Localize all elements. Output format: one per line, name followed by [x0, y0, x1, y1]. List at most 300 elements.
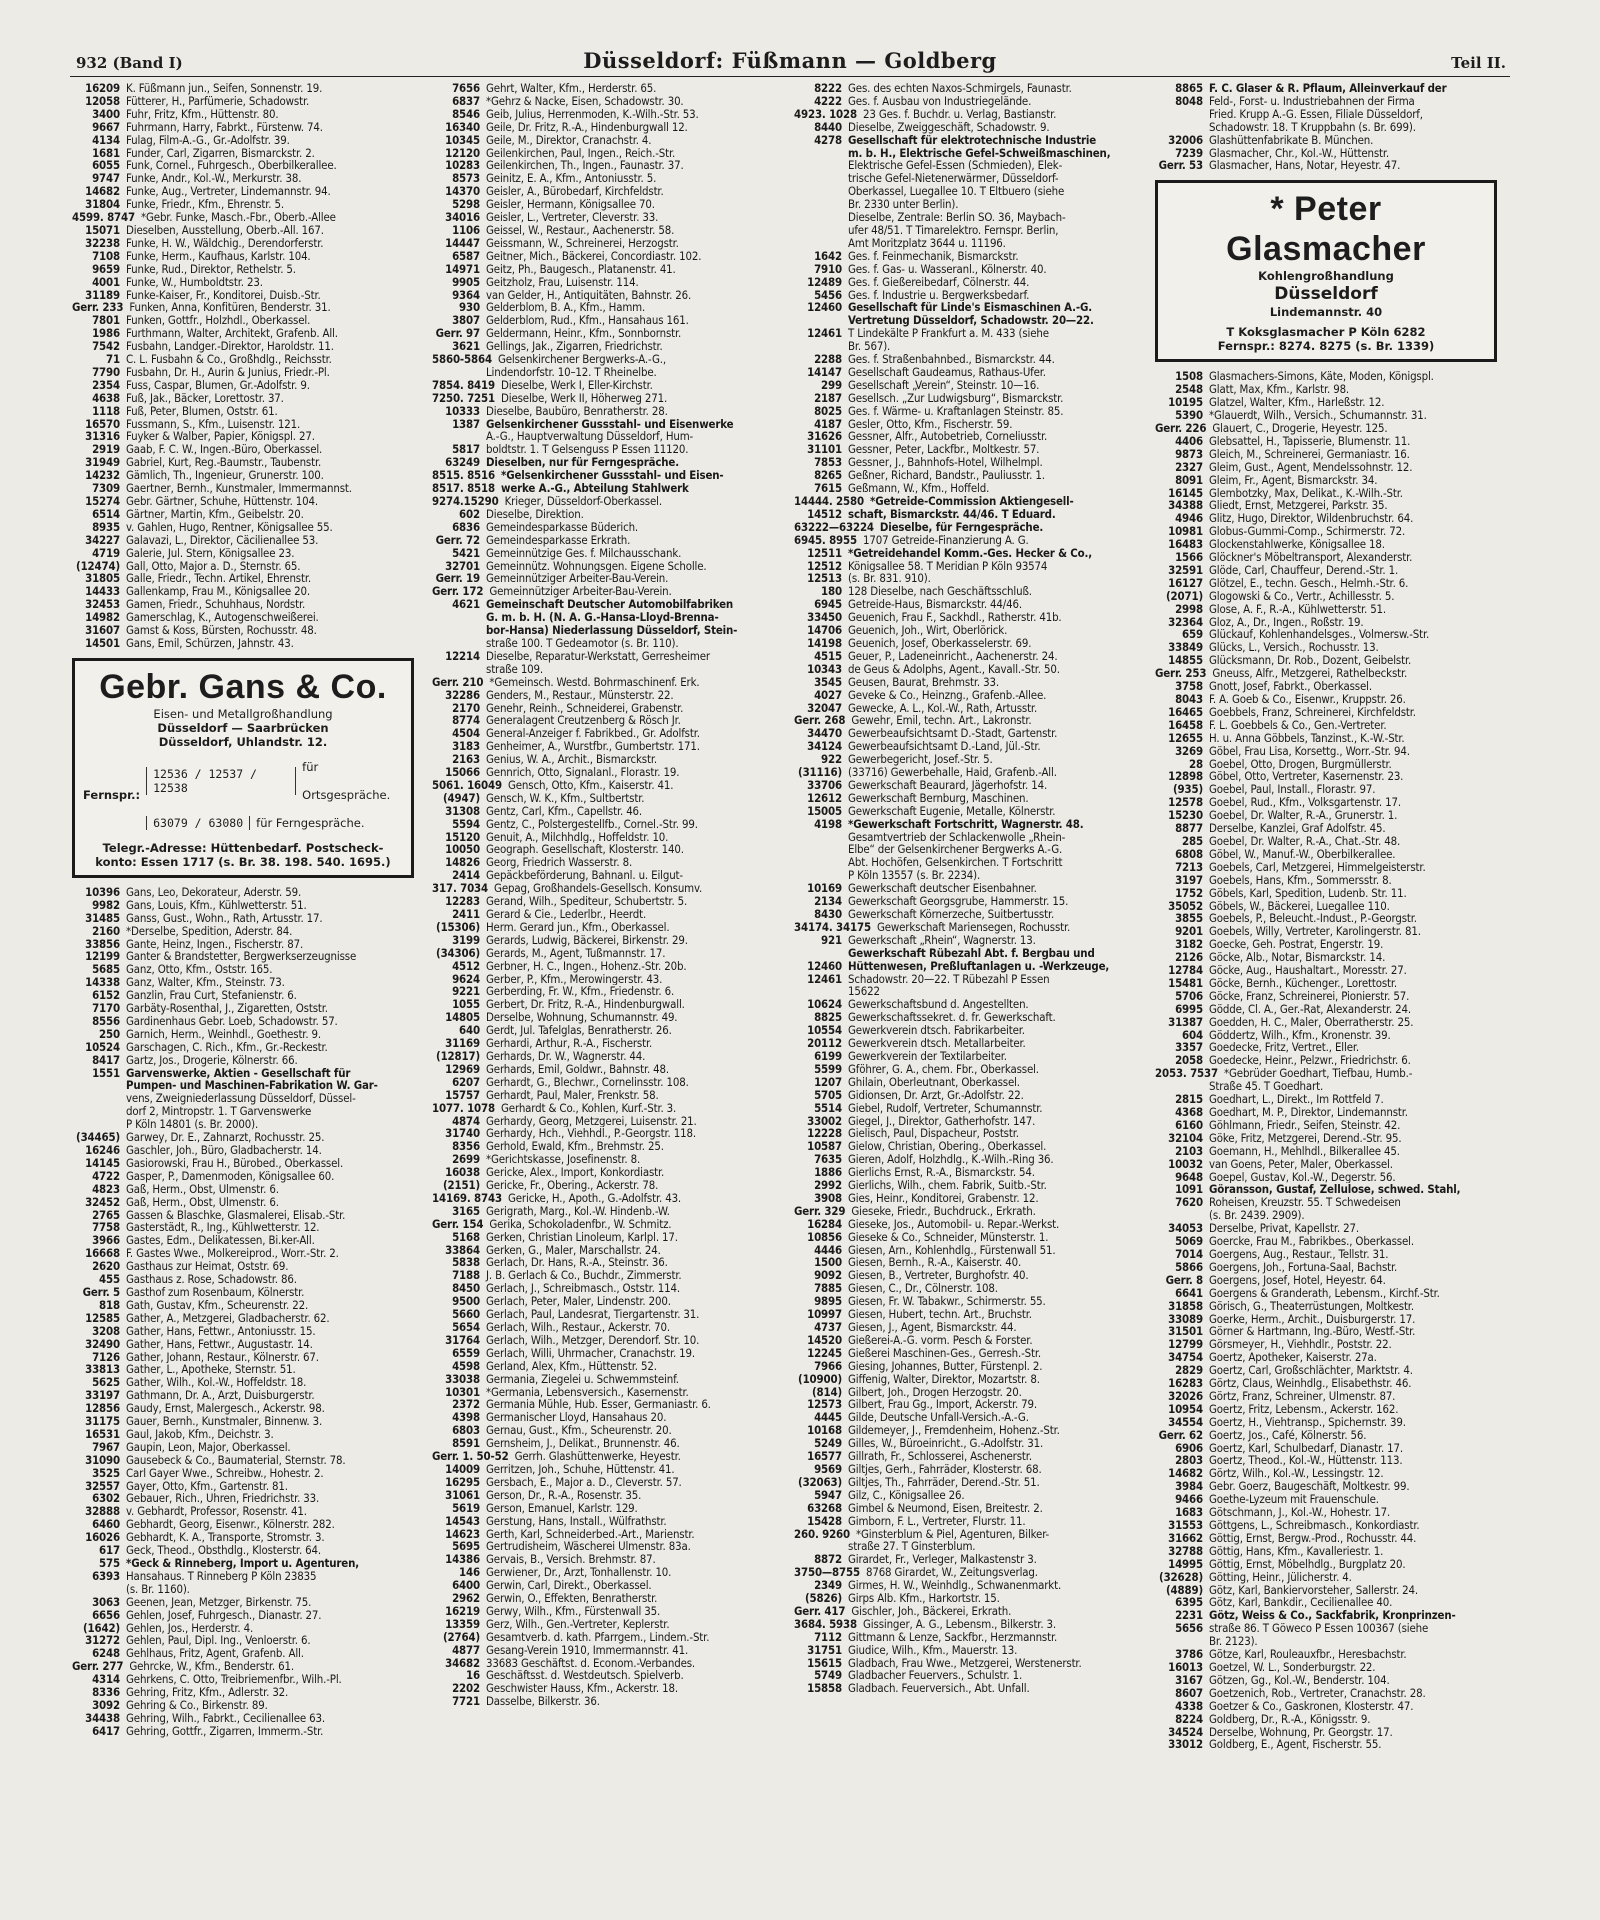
- entry-text: Geveke & Co., Heinzng., Grafenb.-Allee.: [848, 688, 1047, 702]
- directory-entry: [794, 895, 1146, 908]
- directory-entry: [794, 418, 1146, 431]
- phone-number: 14520: [807, 1333, 842, 1347]
- directory-entry: [794, 82, 1146, 95]
- ad-phones: [83, 753, 403, 837]
- directory-entry: [72, 482, 424, 495]
- directory-entry: [72, 159, 424, 172]
- phone-number: 33089: [1168, 1312, 1203, 1326]
- entry-text: Gerhards, Emil, Goldwr., Bahnstr. 48.: [486, 1062, 669, 1076]
- entry-text: Gilles, W., Büroeinricht., G.-Adolfstr. 31.: [848, 1437, 1044, 1451]
- phone-number: (15306): [436, 920, 480, 934]
- entry-text: Goebel, Dr. Walter, R.-A., Chat.-Str. 48.: [1209, 834, 1401, 848]
- entry-text: Gerstung, Hans, Install., Wülfrathstr.: [486, 1514, 667, 1528]
- phone-number: 33706: [807, 778, 842, 792]
- entry-text: Gloz, A., Dr., Ingen., Roßstr. 19.: [1209, 615, 1364, 629]
- directory-entry: [1155, 1171, 1507, 1184]
- phone-number: 2699: [452, 1153, 480, 1167]
- phone-number: 10981: [1168, 525, 1203, 539]
- phone-number: 5660: [452, 1308, 480, 1321]
- directory-entry: [432, 1592, 784, 1605]
- directory-entry: [1155, 1416, 1507, 1429]
- entry-text: Gastes, Edm., Delikatessen, Bi.ker-All.: [126, 1234, 315, 1248]
- entry-text: Göttgens, L., Schreibmasch., Konkordiastr.: [1209, 1519, 1420, 1532]
- directory-entry: [1155, 874, 1507, 887]
- directory-entry: [1155, 822, 1507, 835]
- directory-entry: [432, 753, 784, 766]
- phone-number: Gerr. 233: [72, 301, 124, 315]
- phone-number: 63249: [445, 456, 480, 470]
- entry-text: Geissel, W., Restaur., Aachenerstr. 58.: [486, 223, 675, 237]
- phone-number: 10343: [807, 662, 842, 676]
- phone-number: 34554: [1168, 1415, 1203, 1429]
- directory-entry: [794, 779, 1146, 792]
- directory-entry: [1155, 1041, 1507, 1054]
- directory-entry: [432, 1024, 784, 1037]
- entry-text: Ges. f. Wärme- u. Kraftanlagen Steinstr. 85.: [848, 404, 1064, 418]
- phone-number: 7620: [1175, 1196, 1203, 1210]
- phone-number: 10954: [1168, 1402, 1203, 1416]
- entry-text: Derselbe, Wohnung, Schumannstr. 49.: [486, 1011, 678, 1025]
- phone-number: 34754: [1168, 1351, 1203, 1365]
- phone-number: (34465): [76, 1131, 120, 1144]
- phone-number: 12898: [1168, 770, 1203, 784]
- entry-text: Göcke, Bernh., Küchenger., Lorettostr.: [1209, 976, 1398, 990]
- directory-entry: [1155, 1029, 1507, 1042]
- entry-text: Geilenkirchen, Paul, Ingen., Reich.-Str.: [486, 146, 676, 160]
- entry-text: Gladbach. Feuerversich., Abt. Unfall.: [848, 1682, 1030, 1696]
- directory-entry: [72, 1105, 424, 1118]
- entry-text: Funke, H. W., Wäldchig., Derendorferstr.: [126, 236, 324, 250]
- entry-text: Göttig, Ernst, Bergw.-Prod., Rochusstr. 44.: [1209, 1531, 1417, 1545]
- phone-number: 12513: [807, 572, 842, 586]
- directory-entry: [794, 1618, 1146, 1631]
- phone-number: 9221: [452, 985, 480, 999]
- phone-number: 180: [821, 585, 842, 599]
- entry-text: Goertz, Apotheker, Kaiserstr. 27a.: [1209, 1351, 1377, 1365]
- directory-entry: [1155, 159, 1507, 172]
- directory-entry: [432, 585, 784, 598]
- directory-entry: [72, 95, 424, 108]
- phone-number: 4722: [92, 1169, 120, 1183]
- directory-entry: [1155, 1054, 1507, 1067]
- phone-number: 32591: [1168, 563, 1203, 577]
- directory-entry: [794, 831, 1146, 844]
- directory-entry: [794, 405, 1146, 418]
- directory-entry: [794, 714, 1146, 727]
- phone-number: 3525: [92, 1466, 120, 1480]
- phone-number: 16127: [1168, 576, 1203, 590]
- phone-number: 2829: [1175, 1364, 1203, 1378]
- entry-text: Germania Mühle, Hub. Esser, Germaniastr. 6.: [486, 1398, 711, 1412]
- directory-entry: [794, 237, 1146, 250]
- entry-text: Goebels, Hans, Kfm., Sommersstr. 8.: [1209, 873, 1392, 887]
- directory-entry: [72, 1376, 424, 1389]
- phone-number: (5826): [805, 1592, 842, 1605]
- entry-text: Garschagen, C. Rich., Kfm., Gr.-Reckestr.: [126, 1040, 328, 1054]
- directory-entry: [794, 95, 1146, 108]
- directory-entry: [432, 443, 784, 456]
- entry-text: *Gebr. Funke, Masch.-Fbr., Oberb.-Allee: [141, 211, 336, 224]
- phone-number: 32557: [85, 1479, 120, 1493]
- phone-number: 2231: [1175, 1609, 1203, 1623]
- entry-text: Gemeinnütz. Wohnungsgen. Eigene Scholle.: [486, 559, 707, 573]
- phone-number: 14444. 2580: [794, 495, 864, 508]
- entry-text: straße 109.: [486, 662, 544, 676]
- entry-text: Geissmann, W., Schreinerei, Herzogstr.: [486, 236, 679, 250]
- entry-text: Gemeinnützige Ges. f. Milchausschank.: [486, 546, 682, 560]
- directory-entry: [1155, 1571, 1507, 1584]
- phone-number: 6837: [452, 94, 480, 108]
- phone-number: (12817): [436, 1049, 480, 1063]
- directory-entry: [432, 1205, 784, 1218]
- directory-entry: [1155, 512, 1507, 525]
- directory-entry: [1155, 1351, 1507, 1364]
- entry-text: H. u. Anna Göbbels, Tanzinst., K.-W.-Str.: [1209, 731, 1405, 745]
- phone-number: 34016: [445, 211, 480, 224]
- entry-text: *Glauerdt, Wilh., Versich., Schumannstr. 31.: [1209, 409, 1427, 422]
- directory-entry: [1155, 1442, 1507, 1455]
- directory-entry: [72, 1596, 424, 1609]
- directory-entry: [1155, 796, 1507, 809]
- phone-number: 7758: [92, 1221, 120, 1235]
- entry-text: *Getreidehandel Komm.-Ges. Hecker & Co.,: [848, 546, 1093, 560]
- phone-number: 16246: [85, 1144, 120, 1157]
- directory-entry: [432, 301, 784, 314]
- entry-text: Gierlichs, Wilh., chem. Fabrik, Suitb.-Str.: [848, 1179, 1047, 1192]
- phone-number: 2803: [1175, 1454, 1203, 1468]
- phone-number: 1551: [92, 1066, 120, 1080]
- running-title: Düsseldorf: Füßmann — Goldberg: [583, 48, 997, 73]
- phone-number: 7853: [814, 456, 842, 470]
- phone-number: 8515. 8516: [432, 469, 496, 483]
- phone-number: 9659: [92, 262, 120, 276]
- directory-entry: [794, 753, 1146, 766]
- phone-number: 5866: [1175, 1260, 1203, 1274]
- phone-number: 4406: [1175, 434, 1203, 448]
- entry-text: Glitz, Hugo, Direktor, Wildenbruchstr. 64.: [1209, 512, 1414, 526]
- phone-number: 63268: [807, 1501, 842, 1515]
- directory-list: [432, 82, 784, 1708]
- entry-text: Gieseke, Friedr., Buchdruck., Erkrath.: [851, 1204, 1036, 1218]
- entry-text: Göbel, Otto, Vertreter, Kasernenstr. 23.: [1209, 770, 1404, 784]
- entry-text: Gessner, Alfr., Autobetrieb, Corneliusstr.: [848, 430, 1048, 444]
- phone-number: 5685: [92, 963, 120, 977]
- phone-number: (32063): [798, 1475, 842, 1489]
- entry-text: Glashüttenfabrikate B. München.: [1209, 133, 1374, 147]
- phone-number: 31662: [1168, 1531, 1203, 1545]
- entry-text: Göhlmann, Friedr., Seifen, Steinstr. 42.: [1209, 1118, 1401, 1132]
- directory-entry: [432, 314, 784, 327]
- entry-text: Funk, Cornel., Fuhrgesch., Oberbilkerallee.: [126, 159, 337, 173]
- entry-text: Gleich, M., Schreinerei, Germaniastr. 16.: [1209, 447, 1410, 461]
- ad-line: Düsseldorf — Saarbrücken: [157, 720, 329, 735]
- phone-number: 5706: [1175, 989, 1203, 1003]
- entry-text: Georg, Friedrich Wasserstr. 8.: [486, 856, 633, 870]
- directory-entry: [794, 598, 1146, 611]
- directory-entry: [794, 185, 1146, 198]
- entry-text: Gans, Leo, Dekorateur, Aderstr. 59.: [126, 885, 302, 899]
- phone-number: 5456: [814, 288, 842, 302]
- directory-list: [1155, 370, 1507, 1751]
- directory-entry: [1155, 1687, 1507, 1700]
- ad-line: konto: Essen 1717 (s. Br. 38. 198. 540. 1695.): [95, 854, 391, 869]
- page-header: [70, 48, 1510, 77]
- directory-entry: [1155, 1338, 1507, 1351]
- entry-text: Gessner, Peter, Lackfbr., Moltkestr. 57.: [848, 443, 1040, 457]
- phone-number: Gerr. 253: [1155, 667, 1207, 681]
- directory-entry: [794, 1631, 1146, 1644]
- directory-entry: [1155, 461, 1507, 474]
- entry-text: Feld-, Forst- u. Industriebahnen der Firma: [1209, 94, 1415, 108]
- directory-entry: [794, 1682, 1146, 1695]
- phone-number: 32238: [85, 236, 120, 250]
- entry-text: F. A. Goeb & Co., Eisenwr., Kruppstr. 26.: [1209, 693, 1406, 706]
- directory-entry: [432, 82, 784, 95]
- phone-number: 3750—8755: [794, 1566, 860, 1580]
- directory-entry: [432, 676, 784, 689]
- phone-number: (2764): [443, 1630, 480, 1644]
- entry-text: 128 Dieselbe, nach Geschäftsschluß.: [848, 585, 1032, 599]
- directory-entry: [432, 637, 784, 650]
- entry-text: Gesang-Verein 1910, Immermannstr. 41.: [486, 1643, 689, 1657]
- directory-entry: [72, 1634, 424, 1647]
- directory-entry: [794, 1540, 1146, 1553]
- phone-number: 16577: [807, 1450, 842, 1463]
- directory-entry: [432, 998, 784, 1011]
- page-number: 932 (Band I): [76, 54, 183, 72]
- directory-entry: [794, 792, 1146, 805]
- directory-entry: [794, 1424, 1146, 1437]
- entry-text: Gernau, Gust., Kfm., Scheurenstr. 20.: [486, 1424, 672, 1438]
- phone-number: 2288: [814, 353, 842, 366]
- phone-number: 31805: [85, 572, 120, 586]
- directory-entry: [1155, 577, 1507, 590]
- phone-number: 3208: [92, 1324, 120, 1338]
- phone-number: 12461: [807, 972, 842, 986]
- directory-entry: [794, 1140, 1146, 1153]
- phone-number: 31804: [85, 198, 120, 212]
- directory-entry: [1155, 1622, 1507, 1635]
- phone-number: 7188: [452, 1269, 480, 1283]
- entry-text: Goetzel, W. L., Sonderburgstr. 22.: [1209, 1660, 1376, 1674]
- phone-number: 15481: [1168, 976, 1203, 990]
- directory-entry: [72, 1157, 424, 1170]
- phone-number: 31090: [85, 1453, 120, 1467]
- directory-entry: [72, 1183, 424, 1196]
- entry-text: Pumpen- und Maschinen-Fabrikation W. Gar-: [126, 1079, 378, 1093]
- phone-number: 34524: [1168, 1725, 1203, 1739]
- directory-entry: [432, 727, 784, 740]
- entry-text: Gewecke, A. L., Kol.-W., Rath, Artusstr.: [848, 701, 1038, 715]
- entry-text: Gewerkschaftssekret. d. fr. Gewerkschaft.: [848, 1011, 1056, 1025]
- directory-entry: [432, 1489, 784, 1502]
- phone-number: 9466: [1175, 1493, 1203, 1507]
- directory-entry: [432, 134, 784, 147]
- phone-number: 33197: [85, 1389, 120, 1403]
- phone-number: 9747: [92, 172, 120, 186]
- entry-text: Gentz, C., Polstergestellfb., Cornel.-Str. 99.: [486, 817, 698, 831]
- entry-text: Götz, Karl, Bankiervorsteher, Sallerstr. 24.: [1209, 1583, 1419, 1597]
- entry-text: *Gehrz & Nacke, Eisen, Schadowstr. 30.: [486, 94, 684, 108]
- phone-number: 16026: [85, 1531, 120, 1545]
- directory-entry: [794, 224, 1146, 237]
- directory-entry: [432, 340, 784, 353]
- directory-entry: [432, 1102, 784, 1115]
- directory-entry: [1155, 1261, 1507, 1274]
- entry-text: 1707 Getreide-Finanzierung A. G.: [863, 533, 1029, 547]
- entry-text: Gasper, P., Damenmoden, Königsallee 60.: [126, 1169, 335, 1183]
- phone-number: 16284: [807, 1217, 842, 1231]
- phone-number: 3165: [452, 1204, 480, 1218]
- phone-number: 2349: [814, 1579, 842, 1593]
- phone-number: 10283: [445, 159, 480, 173]
- phone-number: 1055: [452, 998, 480, 1012]
- directory-entry: [794, 856, 1146, 869]
- phone-number: 12489: [807, 275, 842, 289]
- entry-text: schaft, Bismarckstr. 44/46. T Eduard.: [848, 507, 1056, 521]
- directory-entry: [72, 1686, 424, 1699]
- entry-text: Gerlach, Willi, Uhrmacher, Cranachstr. 19.: [486, 1346, 696, 1360]
- directory-entry: [794, 1282, 1146, 1295]
- directory-entry: [72, 1286, 424, 1299]
- directory-entry: [794, 882, 1146, 895]
- entry-text: Gepäckbeförderung, Bahnanl. u. Eilgut-: [486, 869, 683, 883]
- directory-entry: [794, 1269, 1146, 1282]
- entry-text: trische Gefel-Nietenerwärmer, Düsseldorf-: [848, 172, 1059, 186]
- phone-number: 4515: [814, 649, 842, 663]
- entry-text: Funke, Herm., Kaufhaus, Karlstr. 104.: [126, 249, 311, 263]
- directory-entry: [432, 1076, 784, 1089]
- entry-text: Göbel, Frau Lisa, Korsettg., Worr.-Str. 94.: [1209, 744, 1410, 758]
- directory-entry: [72, 1389, 424, 1402]
- directory-entry: [72, 1402, 424, 1415]
- entry-text: Götz, Karl, Bankdir., Cecilienallee 40.: [1209, 1596, 1393, 1610]
- entry-text: Gladbacher Feuervers., Schulstr. 1.: [848, 1669, 1023, 1683]
- phone-number: (34306): [436, 946, 480, 960]
- directory-entry: [432, 1450, 784, 1463]
- advertisement-gans: [72, 658, 414, 878]
- phone-number: 14826: [445, 856, 480, 870]
- entry-text: Goedhart, M. P., Direktor, Lindemannstr.: [1209, 1106, 1408, 1119]
- directory-entry: [432, 1540, 784, 1553]
- entry-text: Fusbahn, Landger.-Direktor, Haroldstr. 11.: [126, 340, 334, 354]
- directory-entry: [794, 1502, 1146, 1515]
- directory-entry: [1155, 108, 1507, 121]
- entry-text: Giesen, C., Dr., Cölnerstr. 108.: [848, 1282, 998, 1296]
- entry-text: Gerard & Cie., Lederlbr., Heerdt.: [486, 908, 647, 921]
- entry-text: Ghilain, Oberleutnant, Oberkassel.: [848, 1075, 1020, 1089]
- entry-text: Goemann, H., Mehlhdl., Bilkerallee 45.: [1209, 1144, 1400, 1158]
- entry-text: Genehr, Reinh., Schneiderei, Grabenstr.: [486, 701, 684, 715]
- directory-entry: [432, 1179, 784, 1192]
- entry-text: Glasmachers-Simons, Käte, Moden, Königspl.: [1209, 370, 1434, 384]
- phone-number: 31553: [1168, 1519, 1203, 1532]
- phone-number: 3621: [452, 340, 480, 354]
- entry-text: Gerhardy, Hch., Viehhdl., P.-Georgstr. 118.: [486, 1127, 696, 1141]
- phone-number: 31858: [1168, 1299, 1203, 1313]
- entry-text: Geinitz, E. A., Kfm., Antoniusstr. 5.: [486, 172, 657, 186]
- entry-text: Götting, Heinr., Jülicherstr. 4.: [1209, 1570, 1352, 1584]
- directory-entry: [1155, 887, 1507, 900]
- phone-number: 299: [821, 378, 842, 392]
- phone-number: 13359: [445, 1617, 480, 1631]
- phone-number: 7635: [814, 1153, 842, 1167]
- entry-text: Gödde, Cl. A., Ger.-Rat, Alexanderstr. 24.: [1209, 1002, 1411, 1016]
- entry-text: Dieselben, nur für Ferngespräche.: [486, 456, 679, 470]
- entry-text: Gleim, Fr., Agent, Bismarckstr. 34.: [1209, 473, 1378, 487]
- directory-entry: [1155, 422, 1507, 435]
- phone-number: 31169: [445, 1037, 480, 1050]
- directory-entry: [72, 211, 424, 224]
- entry-text: Girmes, H. W., Weinhdlg., Schwanenmarkt.: [848, 1579, 1062, 1593]
- entry-text: F. C. Glaser & R. Pflaum, Alleinverkauf der: [1209, 82, 1447, 95]
- entry-text: Gather, Wilh., Kol.-W., Hoffeldstr. 18.: [126, 1376, 307, 1390]
- entry-text: Gehlen, Paul, Dipl. Ing., Venloerstr. 6.: [126, 1634, 311, 1648]
- phone-number: 32006: [1168, 133, 1203, 147]
- phone-number: 2202: [452, 1682, 480, 1696]
- directory-entry: [1155, 1287, 1507, 1300]
- entry-text: v. Gebhardt, Professor, Rosenstr. 41.: [126, 1505, 307, 1519]
- phone-number: 33012: [1168, 1738, 1203, 1752]
- directory-entry: [72, 1660, 424, 1673]
- entry-text: Gesellsch. „Zur Ludwigsburg“, Bismarckstr.: [848, 391, 1064, 405]
- phone-number: 10997: [807, 1308, 842, 1321]
- phone-number: 35052: [1168, 899, 1203, 913]
- phone-number: 8872: [814, 1553, 842, 1567]
- directory-entry: [432, 805, 784, 818]
- phone-number: 34470: [807, 727, 842, 741]
- directory-entry: [794, 624, 1146, 637]
- directory-entry: [794, 172, 1146, 185]
- directory-entry: [1155, 938, 1507, 951]
- phone-number: 9569: [814, 1462, 842, 1476]
- phone-number: 31501: [1168, 1325, 1203, 1339]
- entry-text: Gerwin, O., Effekten, Benratherstr.: [486, 1592, 658, 1605]
- directory-entry: [1155, 835, 1507, 848]
- phone-number: 31061: [445, 1488, 480, 1502]
- directory-entry: [432, 1682, 784, 1695]
- directory-entry: [432, 1321, 784, 1334]
- entry-text: Gilde, Deutsche Unfall-Versich.-A.-G.: [848, 1411, 1029, 1425]
- directory-entry: [432, 1424, 784, 1437]
- directory-entry: [72, 1054, 424, 1067]
- entry-text: Ges. f. Feinmechanik, Bismarckstr.: [848, 249, 1019, 263]
- phone-number: 6400: [452, 1579, 480, 1593]
- directory-entry: [72, 1570, 424, 1583]
- entry-text: Gilbert, Joh., Drogen Herzogstr. 20.: [848, 1385, 1022, 1399]
- entry-text: Gelderblom, Rud., Kfm., Hansahaus 161.: [486, 314, 689, 328]
- directory-entry: [794, 508, 1146, 521]
- directory-entry: [1155, 680, 1507, 693]
- entry-text: Gesamtvertrieb der Schlackenwolle „Rhein-: [848, 830, 1066, 844]
- directory-entry: [1155, 95, 1507, 108]
- phone-number: 1752: [1175, 886, 1203, 900]
- phone-number: 33849: [1168, 641, 1203, 655]
- directory-entry: [432, 831, 784, 844]
- directory-entry: [72, 1622, 424, 1635]
- phone-number: 15005: [807, 804, 842, 818]
- entry-text: Gersbach, E., Major a. D., Cleverstr. 57.: [486, 1475, 682, 1489]
- directory-entry: [72, 1428, 424, 1441]
- entry-text: Garnich, Herm., Weinhdl., Goethestr. 9.: [126, 1027, 321, 1041]
- directory-entry: [432, 869, 784, 882]
- entry-text: Fütterer, H., Parfümerie, Schadowstr.: [126, 94, 310, 108]
- entry-text: Geldermann, Heinr., Kfm., Sonnbornstr.: [486, 327, 682, 341]
- phone-number: 12460: [807, 959, 842, 973]
- phone-number: 14855: [1168, 654, 1203, 668]
- directory-entry: [72, 1312, 424, 1325]
- entry-text: Königsallee 58. T Meridian P Köln 93574: [848, 559, 1048, 573]
